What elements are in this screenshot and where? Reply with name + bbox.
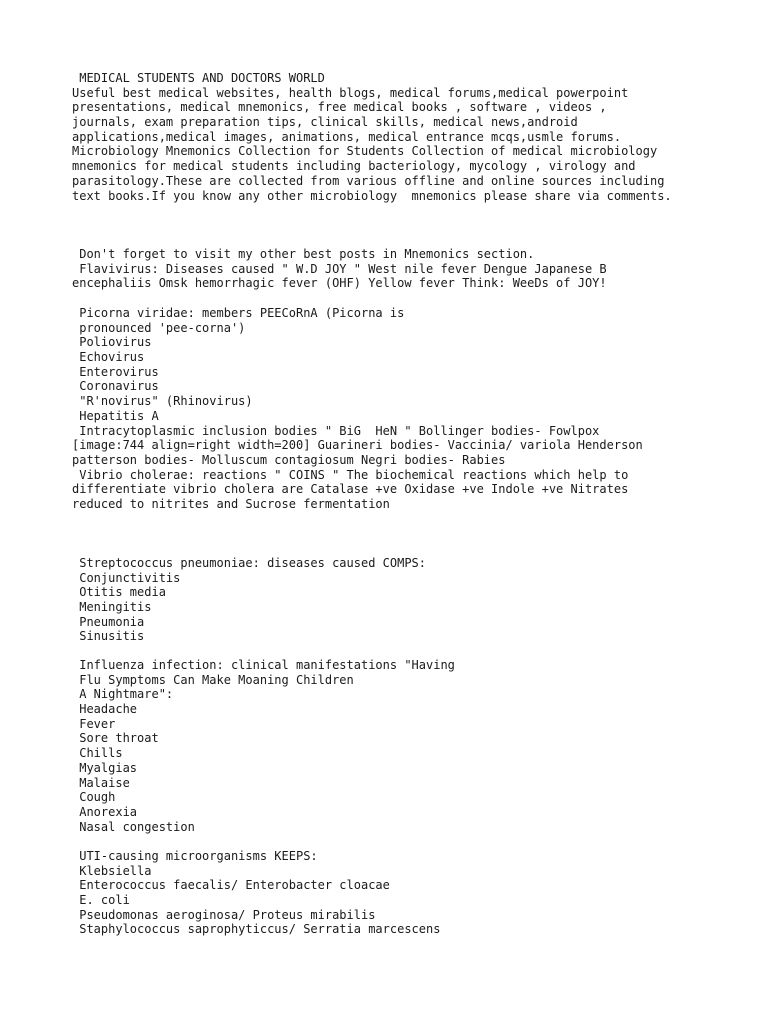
text-line: Fever <box>72 716 116 731</box>
picorna-paragraph <box>72 306 643 512</box>
text-line: A Nightmare": <box>72 687 174 702</box>
text-line: UTI-causing microorganisms KEEPS: <box>72 849 318 863</box>
text-line: Otitis media <box>72 585 166 600</box>
text-line: Klebsiella <box>72 863 152 878</box>
streptococcus-paragraph <box>72 556 426 644</box>
text-line: pronounced 'pee-corna') <box>72 320 246 335</box>
text-line: Picorna viridae: members PEECoRnA (Picorna is <box>72 306 405 320</box>
text-line: encephaliis Omsk hemorrhagic fever (OHF) Yellow fever Think: WeeDs of JOY! <box>72 276 607 291</box>
text-line: Meningitis <box>72 600 152 615</box>
text-line: "R'novirus" (Rhinovirus) <box>72 394 253 409</box>
intro-paragraph <box>72 71 672 203</box>
text-line: Staphylococcus saprophyticcus/ Serratia marcescens <box>72 922 441 937</box>
text-line: Enterovirus <box>72 364 159 379</box>
text-line: Useful best medical websites, health blogs, medical forums,medical powerpoint <box>72 85 629 100</box>
text-line: journals, exam preparation tips, clinical skills, medical news,android <box>72 115 578 130</box>
text-line: Intracytoplasmic inclusion bodies " BiG HeN " Bollinger bodies- Fowlpox <box>72 423 600 438</box>
text-line: Chills <box>72 746 123 761</box>
text-line: reduced to nitrites and Sucrose fermentation <box>72 496 390 511</box>
text-line: Poliovirus <box>72 335 152 350</box>
text-line: Sore throat <box>72 731 159 746</box>
text-line: Streptococcus pneumoniae: diseases caused COMPS: <box>72 556 427 570</box>
text-line: Microbiology Mnemonics Collection for Students Collection of medical microbiology <box>72 144 658 159</box>
text-line: mnemonics for medical students including bacteriology, mycology , virology and <box>72 159 636 174</box>
text-line: Hepatitis A <box>72 408 159 423</box>
text-line: applications,medical images, animations, medical entrance mcqs,usmle forums. <box>72 129 622 144</box>
text-line: Sinusitis <box>72 629 145 644</box>
text-line: presentations, medical mnemonics, free medical books , software , videos , <box>72 100 607 115</box>
text-line: Influenza infection: clinical manifestations "Having <box>72 658 455 672</box>
text-line: parasitology.These are collected from various offline and online sources including <box>72 173 665 188</box>
influenza-paragraph <box>72 658 455 834</box>
text-line: Malaise <box>72 775 130 790</box>
text-line: Pseudomonas aeroginosa/ Proteus mirabilis <box>72 907 376 922</box>
text-line: Echovirus <box>72 350 145 365</box>
text-line: Nasal congestion <box>72 819 195 834</box>
text-line: patterson bodies- Molluscum contagiosum Negri bodies- Rabies <box>72 452 506 467</box>
text-line: Pneumonia <box>72 614 145 629</box>
text-line: Myalgias <box>72 760 138 775</box>
text-line: Coronavirus <box>72 379 159 394</box>
text-line: Enterococcus faecalis/ Enterobacter cloacae <box>72 878 390 893</box>
uti-paragraph <box>72 849 440 937</box>
text-line: Vibrio cholerae: reactions " COINS " The biochemical reactions which help to <box>72 467 629 482</box>
text-line: Don't forget to visit my other best posts in Mnemonics section. <box>72 247 535 261</box>
text-line: Anorexia <box>72 804 138 819</box>
text-line: Cough <box>72 790 116 805</box>
text-line: Flu Symptoms Can Make Moaning Children <box>72 672 354 687</box>
text-line: text books.If you know any other microbiology mnemonics please share via comments. <box>72 188 672 203</box>
text-line: MEDICAL STUDENTS AND DOCTORS WORLD <box>72 71 325 85</box>
text-line: [image:744 align=right width=200] Guarineri bodies- Vaccinia/ variola Henderson <box>72 438 643 453</box>
text-line: differentiate vibrio cholera are Catalase +ve Oxidase +ve Indole +ve Nitrates <box>72 482 629 497</box>
text-line: E. coli <box>72 893 130 908</box>
text-line: Conjunctivitis <box>72 570 181 585</box>
flavivirus-paragraph <box>72 247 607 291</box>
text-line: Headache <box>72 702 138 717</box>
text-line: Flavivirus: Diseases caused " W.D JOY " West nile fever Dengue Japanese B <box>72 261 607 276</box>
